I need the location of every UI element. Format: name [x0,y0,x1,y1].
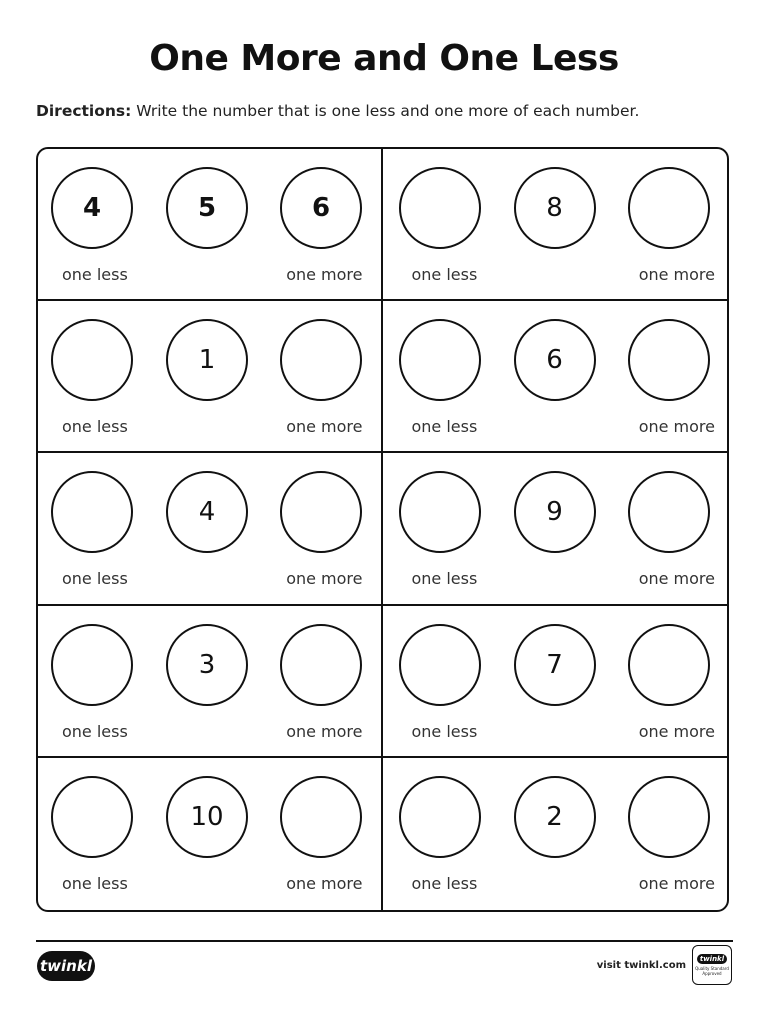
one-less-circle[interactable] [399,319,481,401]
number-circle: 3 [166,624,248,706]
one-less-label: one less [62,569,128,589]
problem-cell [383,301,728,453]
one-less-label: one less [411,873,478,893]
problem-cell [38,453,383,605]
one-less-label: one less [411,721,478,741]
one-more-label: one more [286,417,363,437]
one-less-label: one less [411,569,478,589]
problem-cell [383,453,728,605]
one-more-circle[interactable] [628,471,710,553]
one-less-label: one less [62,873,128,893]
one-more-circle[interactable] [628,624,710,706]
one-less-circle[interactable]: 4 [51,167,133,249]
one-more-circle[interactable] [628,167,710,249]
one-less-label: one less [411,265,478,284]
one-more-circle[interactable] [280,319,362,401]
problem-cell [383,606,728,758]
one-more-label: one more [286,873,363,893]
one-less-circle[interactable] [399,776,481,858]
one-more-label: one more [286,569,363,589]
directions-label: Directions: [36,102,132,120]
one-less-label: one less [62,721,128,741]
number-circle: 7 [514,624,596,706]
number-circle: 2 [514,776,596,858]
one-more-circle[interactable] [628,319,710,401]
number-circle: 8 [514,167,596,249]
one-less-label: one less [62,265,128,284]
one-more-circle[interactable] [628,776,710,858]
one-more-label: one more [638,721,715,741]
one-more-label: one more [638,265,715,284]
one-more-circle[interactable] [280,624,362,706]
page-title: One More and One Less [149,38,619,79]
problem-cell [38,606,383,758]
one-more-circle[interactable]: 6 [280,167,362,249]
one-more-label: one more [286,265,363,284]
one-less-circle[interactable] [399,624,481,706]
twinkl-logo: twinkl [37,951,95,981]
number-circle: 6 [514,319,596,401]
one-less-circle[interactable] [51,319,133,401]
quality-badge [692,945,732,985]
number-circle: 10 [166,776,248,858]
problem-cell [383,149,728,301]
number-circle: 4 [166,471,248,553]
visit-link[interactable]: visit twinkl.com [596,960,686,971]
problem-cell [383,758,728,910]
problem-cell [38,758,383,910]
one-more-label: one more [638,417,715,437]
directions [36,102,639,120]
number-circle: 9 [514,471,596,553]
one-less-circle[interactable] [51,776,133,858]
one-less-circle[interactable] [399,471,481,553]
one-less-circle[interactable] [51,624,133,706]
one-less-label: one less [411,417,478,437]
directions-text: Write the number that is one less and one more of each number. [131,102,640,120]
footer-divider [36,940,733,942]
badge-logo: twinkl [697,954,727,964]
one-more-label: one more [638,569,715,589]
number-circle: 1 [166,319,248,401]
one-more-label: one more [638,873,715,893]
one-less-label: one less [62,417,128,437]
one-less-circle[interactable] [399,167,481,249]
badge-text: Quality Standard Approved [695,966,729,976]
one-more-label: one more [286,721,363,741]
problem-cell [38,301,383,453]
number-circle: 5 [166,167,248,249]
one-less-circle[interactable] [51,471,133,553]
problem-cell [38,149,383,301]
worksheet-grid [36,147,729,912]
one-more-circle[interactable] [280,776,362,858]
one-more-circle[interactable] [280,471,362,553]
